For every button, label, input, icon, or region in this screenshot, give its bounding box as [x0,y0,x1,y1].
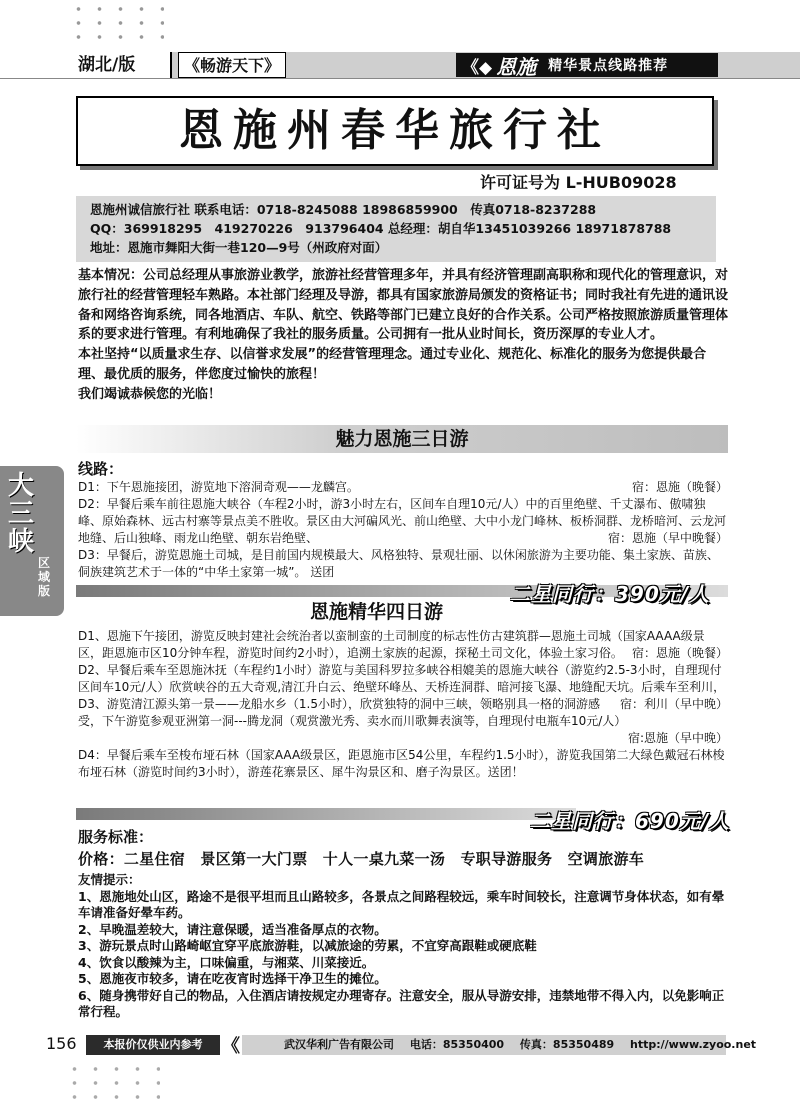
tour2-price: 二星同行：690元/人 [530,809,731,833]
tip-item: 3、游玩景点时山路崎岖宜穿平底旅游鞋，以减旅途的劳累，不宜穿高跟鞋或硬底鞋 [78,938,537,953]
itinerary-day-text: D3、游览清江源头第一景——龙船水乡（1.5小时），欣赏独特的洞中三峡，领略别具一格的洞游感受，下午游览参观亚洲第一洞---腾龙洞（观赏激光秀、卖水而川歌舞表演等，自理现付电瓶车10元/人） [78,697,627,728]
itinerary-lodging: 宿：利川（早中晚） [619,697,728,711]
side-tab-small-text: 区域版 [38,556,51,598]
itinerary-day [78,547,728,581]
intro-paragraph: 本社坚持“以质量求生存、以信誉求发展”的经营管理理念。通过专业化、规范化、标准化的服务为您提供最合理、最优质的服务，伴您度过愉快的旅程！ [78,347,707,382]
service-price-line: 价格：二星住宿 景区第一大门票 十人一桌九菜一汤 专职导游服务 空调旅游车 [78,850,645,868]
itinerary-day-text: D3：早餐后，游览恩施土司城，是目前国内规模最大、风格独特、景观壮丽、以休闲旅游为主要功能、集土家族、苗族、侗族建筑艺术于一体的“中华土家第一城”。 送团 [78,548,719,579]
decorative-dots-top [64,0,164,46]
tip-item: 2、早晚温差较大，请注意保暖，适当准备厚点的衣物。 [78,921,387,937]
tip-item: 1、恩施地处山区，路途不是很平坦而且山路较多，各景点之间路程较远，乘车时间较长，注意调节身体状态，如有晕车请准备好晕车药。 [78,888,725,920]
itinerary-day [78,479,728,496]
tour1-title: 魅力恩施三日游 [335,428,469,450]
itinerary-day [78,628,728,662]
contact-line-phone: 恩施州诚信旅行社 联系电话：0718-8245088 18986859900 传真0718-8237288 [90,202,597,217]
section-divider-2 [76,808,576,820]
itinerary-day [78,496,728,547]
chevron-left-icon: 《 [222,1036,240,1057]
footer-note: 本报价仅供业内参考 [86,1035,220,1055]
decorative-dots-bottom [60,1060,160,1100]
itinerary-lodging: 宿:恩施（早中晚） [627,731,728,745]
footer-url: http://www.zyoo.net [630,1038,757,1051]
itinerary-day-text: D1、恩施下午接团，游览反映封建社会统治者以蛮制蛮的土司制度的标志性仿古建筑群—恩施土司城（国家AAAA级景区，距恩施市区10分钟车程，游览时间约2小时），追溯土家族的起源，探秘土司文化，体验土家习俗。 [78,629,705,660]
itinerary-day-text: D2：早餐后乘车前往恩施大峡谷（车程2小时，游3小时左右，区间车自理10元/人）中的百里绝壁、千丈瀑布、傲啸独峰、原始森林、远古村寨等景点美不胜收。景区由大河碥风光、前山绝壁、大中小龙门峰林、板桥洞群、龙桥暗河、云龙河地缝、后山独峰、雨龙山绝壁、朝东岩绝壁、 [78,497,727,545]
itinerary-lodging: 宿：恩施（晚餐） [631,480,728,494]
tip-item: 5、恩施夜市较多，请在吃夜宵时选择干净卫生的摊位。 [78,971,387,986]
page-number: 156 [46,1034,77,1053]
license-number: 许可证号为 L-HUB09028 [480,173,677,192]
tour1-itinerary [78,479,728,581]
tip-item: 6、随身携带好自己的物品，入住酒店请按规定办理寄存。注意安全，服从导游安排，违禁地带不得入内，以免影响正常行程。 [78,987,725,1019]
tips-section [78,872,728,1021]
company-intro [78,266,728,405]
tip-item: 4、饮食以酸辣为主，口味偏重，与湘菜、川菜接近。 [78,954,375,970]
itinerary-day-text: D4：早餐后乘车至梭布垭石林（国家AAA级景区，距恩施市区54公里，车程约1.5小时），游览我国第二大绿色戴冠石林梭布垭石林（游览时间约3小时），游莲花寨景区、犀牛沟景区和、磨子沟景区。送团！ [78,748,725,779]
intro-paragraph: 我们竭诚恭候您的光临！ [78,386,222,402]
footer-info [242,1035,757,1055]
side-tab-text [4,471,60,598]
contact-line-qq: QQ：369918295 419270226 913796404 总经理：胡自华13451039266 18971878788 [90,221,672,236]
tour1-price: 二星同行：390元/人 [510,582,711,606]
tour2-title: 恩施精华四日游 [310,601,444,623]
brand-name: 恩施 [496,54,537,79]
tour2-itinerary [78,628,728,781]
double-chevron-icon: 《◆ [462,57,493,78]
side-tab-big-text: 大三峡 [7,471,34,557]
contact-line-address: 地址：恩施市舞阳大街一巷120—9号（州政府对面） [90,240,388,255]
contact-box [76,196,716,262]
itinerary-day-text: D2、早餐后乘车至恩施沐抚（车程约1小时）游览与美国科罗拉多峡谷相媲美的恩施大峡谷（游览约2.5-3小时，自理现付区间车10元/人）欣赏峡谷的五大奇观,清江升白云、绝壁环峰丛、天桥连洞群、暗河接飞瀑、地缝配天坑。后乘车至利川， [78,663,726,694]
route-label: 线路： [78,460,124,478]
itinerary-lodging: 宿：恩施（晚餐） [631,646,728,660]
header-subtitle: 精华景点线路推荐 [548,58,669,74]
tips-label: 友情提示： [78,872,141,887]
service-label: 服务标准： [78,828,154,846]
footer-company: 武汉华利广告有限公司 [284,1038,394,1051]
itinerary-day [78,747,728,781]
header-brand-panel [456,53,718,77]
itinerary-day-text: D1：下午恩施接团，游览地下溶洞奇观——龙麟宫。 [78,480,359,494]
intro-paragraph: 基本情况：公司总经理从事旅游业教学，旅游社经营管理多年，并具有经济管理副高职称和现代化的管理意识，对旅行社的经营管理轻车熟路。本社部门经理及导游，都具有国家旅游局颁发的资格证书；同时我社有先进的通讯设备和网络咨询系统，同各地酒店、车队、航空、铁路等部门已建立良好的合作关系。公司严格按照旅游质量管理体系的要求进行管理。有利地确保了我社的服务质量。公司拥有一批从业时间长，资历深厚的专业人才。 [78,268,729,343]
page-title: 恩施州春华旅行社 [179,105,611,156]
itinerary-day [78,662,728,711]
itinerary-lodging: 宿：恩施（早中晚餐） [607,531,728,545]
footer-fax: 传真：85350489 [519,1038,615,1051]
region-label: 湖北/版 [78,55,136,75]
magazine-title: 《畅游天下》 [178,52,286,78]
footer-phone: 电话：85350400 [409,1038,505,1051]
